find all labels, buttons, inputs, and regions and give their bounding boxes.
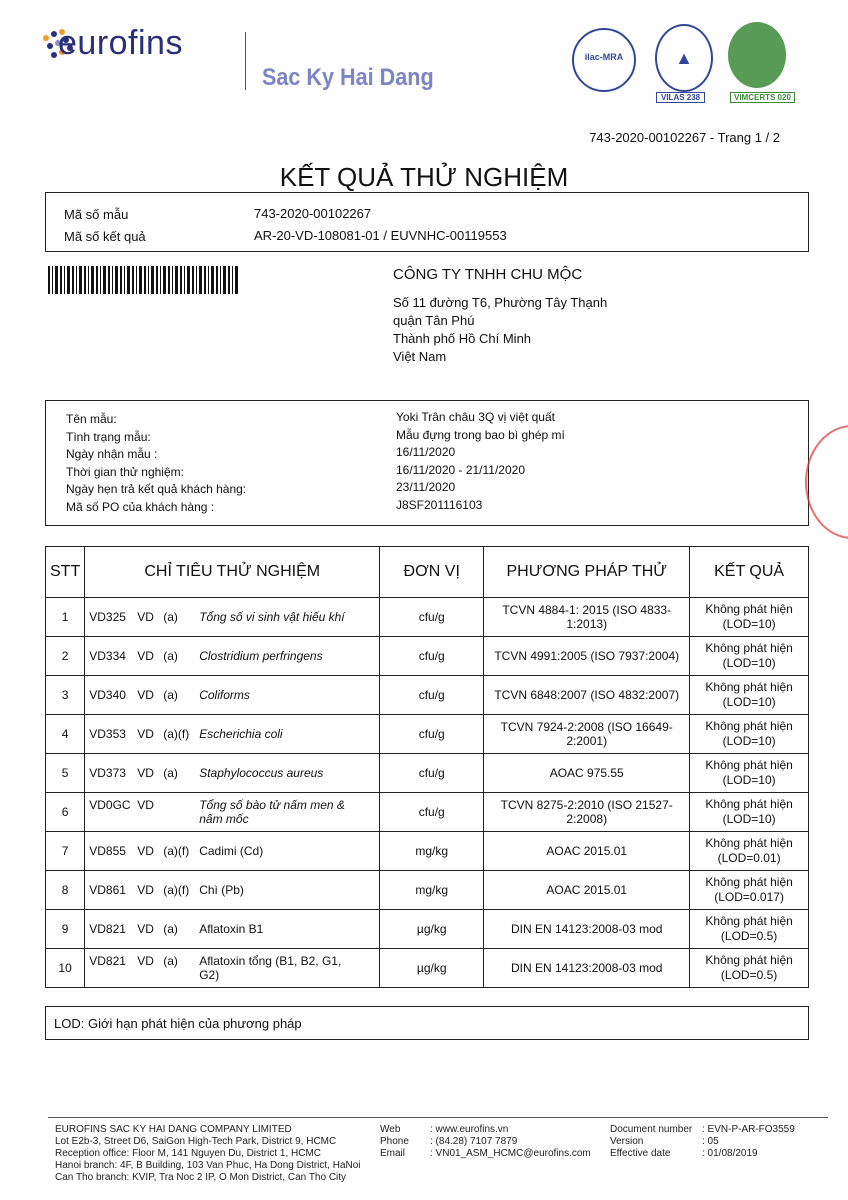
flag: (a) (163, 610, 178, 624)
indicator-name: Chì (Pb) (199, 883, 244, 897)
test-code: VD340 (89, 688, 126, 702)
flag: (a) (163, 688, 178, 702)
address-line: Thành phố Hồ Chí Minh (393, 331, 532, 346)
stt: 9 (46, 910, 85, 949)
stt: 1 (46, 598, 85, 637)
table-row (46, 949, 809, 988)
stt: 7 (46, 832, 85, 871)
footer-line: Lot E2b-3, Street D6, SaiGon High-Tech Park, District 9, HCMC (55, 1136, 337, 1147)
indicator (85, 598, 380, 637)
result (690, 910, 809, 949)
result-text: Không phát hiện (705, 875, 793, 889)
indicator (85, 871, 380, 910)
result-lod: (LOD=10) (722, 617, 776, 631)
flag: (a)(f) (163, 727, 190, 741)
lod-note-box (45, 1006, 809, 1040)
table-row (46, 910, 809, 949)
indicator (85, 793, 380, 832)
footer-company (55, 1124, 361, 1184)
sample-info-box (45, 400, 809, 526)
vimcerts-badge: VIMCERTS 020 (730, 92, 795, 103)
method: TCVN 7924-2:2008 (ISO 16649-2:2001) (484, 715, 690, 754)
test-code: VD325 (89, 610, 126, 624)
indicator-name: Clostridium perfringens (199, 649, 323, 663)
lod-note: LOD: Giới hạn phát hiện của phương pháp (54, 1016, 302, 1031)
sample-value: 16/11/2020 - 21/11/2020 (396, 462, 525, 477)
ilac-mra-seal-icon: ilac-MRA (572, 28, 636, 92)
result-lod: (LOD=10) (722, 734, 776, 748)
page-reference: 743-2020-00102267 - Trang 1 / 2 (589, 130, 780, 145)
footer-label: Effective date (610, 1148, 671, 1159)
divider (245, 32, 246, 90)
unit: mg/kg (380, 871, 484, 910)
stt: 10 (46, 949, 85, 988)
col-indicator: CHỈ TIÊU THỬ NGHIỆM (85, 547, 380, 598)
sample-value: 23/11/2020 (396, 480, 456, 494)
sample-value: 16/11/2020 (396, 445, 456, 459)
col-method: PHƯƠNG PHÁP THỬ (484, 547, 690, 598)
lab-code: VD (137, 649, 154, 663)
results-table (45, 546, 809, 988)
table-row (46, 754, 809, 793)
footer-value: : (84.28) 7107 7879 (430, 1136, 518, 1147)
result (690, 598, 809, 637)
table-row (46, 676, 809, 715)
test-code: VD821 (89, 922, 126, 936)
indicator-name: Tổng số bào tử nấm men & nấm mốc (199, 798, 345, 826)
brand-logo: eurofins (58, 24, 183, 62)
result-text: Không phát hiện (705, 914, 793, 928)
sample-value: J8SF201116103 (396, 497, 483, 512)
footer-line: Hanoi branch: 4F, B Building, 103 Van Phuc, Ha Dong District, HaNoi (55, 1160, 361, 1171)
method: AOAC 2015.01 (484, 871, 690, 910)
address-line: Việt Nam (393, 349, 447, 364)
red-stamp (805, 425, 848, 539)
result-id-label: Mã số kết quả (64, 229, 146, 244)
result-text: Không phát hiện (705, 836, 793, 850)
method: DIN EN 14123:2008-03 mod (484, 910, 690, 949)
result-text: Không phát hiện (705, 641, 793, 655)
stt: 6 (46, 793, 85, 832)
footer-value: : www.eurofins.vn (430, 1124, 509, 1135)
stt: 8 (46, 871, 85, 910)
indicator (85, 832, 380, 871)
result-lod: (LOD=0.5) (720, 929, 778, 943)
indicator-name: Staphylococcus aureus (199, 766, 324, 780)
test-code: VD861 (89, 883, 126, 897)
footer-line: EUROFINS SAC KY HAI DANG COMPANY LIMITED (55, 1124, 292, 1135)
method: TCVN 4884-1: 2015 (ISO 4833-1:2013) (484, 598, 690, 637)
result (690, 754, 809, 793)
method: TCVN 6848:2007 (ISO 4832:2007) (484, 676, 690, 715)
customer-address (393, 294, 607, 366)
test-code: VD821 (89, 954, 126, 968)
table-row (46, 871, 809, 910)
sample-label: Ngày hẹn trả kết quả khách hàng: (66, 482, 247, 496)
result-lod: (LOD=0.017) (714, 890, 784, 904)
result-text: Không phát hiện (705, 953, 793, 967)
footer-label: Web (380, 1124, 401, 1135)
result (690, 637, 809, 676)
unit: cfu/g (380, 793, 484, 832)
footer-contact-values (430, 1124, 591, 1160)
result (690, 949, 809, 988)
result (690, 871, 809, 910)
address-line: quận Tân Phú (393, 313, 475, 328)
footer-value: : 01/08/2019 (702, 1148, 758, 1159)
method: DIN EN 14123:2008-03 mod (484, 949, 690, 988)
footer-value: : 05 (702, 1136, 719, 1147)
result-id-value: AR-20-VD-108081-01 / EUVNHC-00119553 (254, 228, 507, 243)
sample-label: Thời gian thử nghiệm: (66, 464, 184, 479)
lab-code: VD (137, 766, 154, 780)
lab-code: VD (137, 922, 154, 936)
result-lod: (LOD=10) (722, 695, 776, 709)
test-code: VD353 (89, 727, 126, 741)
footer-label: Email (380, 1148, 406, 1159)
sample-value: Mẫu đựng trong bao bì ghép mí (396, 427, 565, 442)
test-code: VD0GC (89, 798, 131, 812)
sample-value: Yoki Trân châu 3Q vị việt quất (396, 410, 555, 424)
result (690, 793, 809, 832)
customer-name: CÔNG TY TNHH CHU MỘC (393, 266, 583, 283)
stt: 2 (46, 637, 85, 676)
unit: cfu/g (380, 754, 484, 793)
indicator-name: Escherichia coli (199, 727, 283, 741)
footer-value: : VN01_ASM_HCMC@eurofins.com (430, 1148, 591, 1159)
lab-code: VD (137, 688, 154, 702)
stt: 4 (46, 715, 85, 754)
col-result: KẾT QUẢ (690, 547, 809, 598)
method: AOAC 2015.01 (484, 832, 690, 871)
unit: mg/kg (380, 832, 484, 871)
result-lod: (LOD=10) (722, 812, 776, 826)
test-code: VD855 (89, 844, 126, 858)
method: TCVN 8275-2:2010 (ISO 21527-2:2008) (484, 793, 690, 832)
lab-code: VD (137, 954, 154, 968)
footer-doc-labels (610, 1124, 692, 1160)
test-code: VD373 (89, 766, 126, 780)
indicator-name: Cadimi (Cd) (199, 844, 264, 858)
stt: 3 (46, 676, 85, 715)
indicator-name: Coliforms (199, 688, 250, 702)
flag: (a) (163, 954, 178, 968)
sample-label: Tên mẫu: (66, 412, 117, 426)
indicator-name: Aflatoxin tổng (B1, B2, G1, G2) (199, 954, 342, 982)
lab-name: Sac Ky Hai Dang (262, 64, 434, 91)
footer-line: Reception office: Floor M, 141 Nguyen Du, District 1, HCMC (55, 1148, 322, 1159)
indicator (85, 637, 380, 676)
lab-code: VD (137, 727, 154, 741)
document-title: KẾT QUẢ THỬ NGHIỆM (279, 162, 569, 192)
unit: µg/kg (380, 949, 484, 988)
stt: 5 (46, 754, 85, 793)
table-row (46, 637, 809, 676)
flag: (a)(f) (163, 844, 190, 858)
flag: (a) (163, 766, 178, 780)
sample-label: Mã số PO của khách hàng : (66, 499, 215, 514)
sample-id-label: Mã số mẫu (64, 207, 129, 222)
indicator (85, 754, 380, 793)
indicator-name: Aflatoxin B1 (199, 922, 264, 936)
result-text: Không phát hiện (705, 758, 793, 772)
sample-id-value: 743-2020-00102267 (254, 206, 372, 221)
vimcerts-seal-icon (728, 22, 786, 88)
flag: (a) (163, 922, 178, 936)
col-stt: STT (46, 547, 85, 598)
result (690, 676, 809, 715)
flag: (a)(f) (163, 883, 190, 897)
table-row (46, 793, 809, 832)
result (690, 832, 809, 871)
indicator (85, 676, 380, 715)
footer-label: Version (610, 1136, 644, 1147)
sample-label: Ngày nhận mẫu : (66, 447, 158, 461)
indicator (85, 715, 380, 754)
unit: cfu/g (380, 715, 484, 754)
result-text: Không phát hiện (705, 797, 793, 811)
ids-box (45, 192, 809, 252)
lab-code: VD (137, 883, 154, 897)
result-lod: (LOD=0.5) (720, 968, 778, 982)
indicator (85, 910, 380, 949)
table-row (46, 598, 809, 637)
method: TCVN 4991:2005 (ISO 7937:2004) (484, 637, 690, 676)
table-row (46, 832, 809, 871)
result (690, 715, 809, 754)
footer-value: : EVN-P-AR-FO3559 (702, 1124, 795, 1135)
result-lod: (LOD=10) (722, 656, 776, 670)
col-unit: ĐƠN VỊ (380, 547, 484, 598)
address-line: Số 11 đường T6, Phường Tây Thạnh (393, 295, 608, 310)
boa-seal-icon: ▲ (655, 24, 713, 92)
lab-code: VD (137, 610, 154, 624)
footer-divider (48, 1117, 828, 1118)
lab-code: VD (137, 844, 154, 858)
result-lod: (LOD=0.01) (717, 851, 781, 865)
unit: µg/kg (380, 910, 484, 949)
indicator (85, 949, 380, 988)
result-text: Không phát hiện (705, 602, 793, 616)
result-lod: (LOD=10) (722, 773, 776, 787)
barcode (48, 266, 238, 294)
table-row (46, 715, 809, 754)
result-text: Không phát hiện (705, 719, 793, 733)
flag: (a) (163, 649, 178, 663)
footer-label: Document number (610, 1124, 693, 1135)
unit: cfu/g (380, 676, 484, 715)
unit: cfu/g (380, 637, 484, 676)
lab-code: VD (137, 798, 154, 812)
indicator-name: Tổng số vi sinh vật hiếu khí (199, 610, 345, 624)
footer-contact-labels (380, 1124, 409, 1160)
footer-line: Can Tho branch: KVIP, Tra Noc 2 IP, O Mon District, Can Tho City (55, 1172, 347, 1183)
result-text: Không phát hiện (705, 680, 793, 694)
test-code: VD334 (89, 649, 126, 663)
method: AOAC 975.55 (484, 754, 690, 793)
vilas-badge: VILAS 238 (656, 92, 705, 103)
footer-doc-values (702, 1124, 795, 1160)
footer-label: Phone (380, 1136, 409, 1147)
sample-label: Tình trạng mẫu: (66, 429, 151, 444)
unit: cfu/g (380, 598, 484, 637)
